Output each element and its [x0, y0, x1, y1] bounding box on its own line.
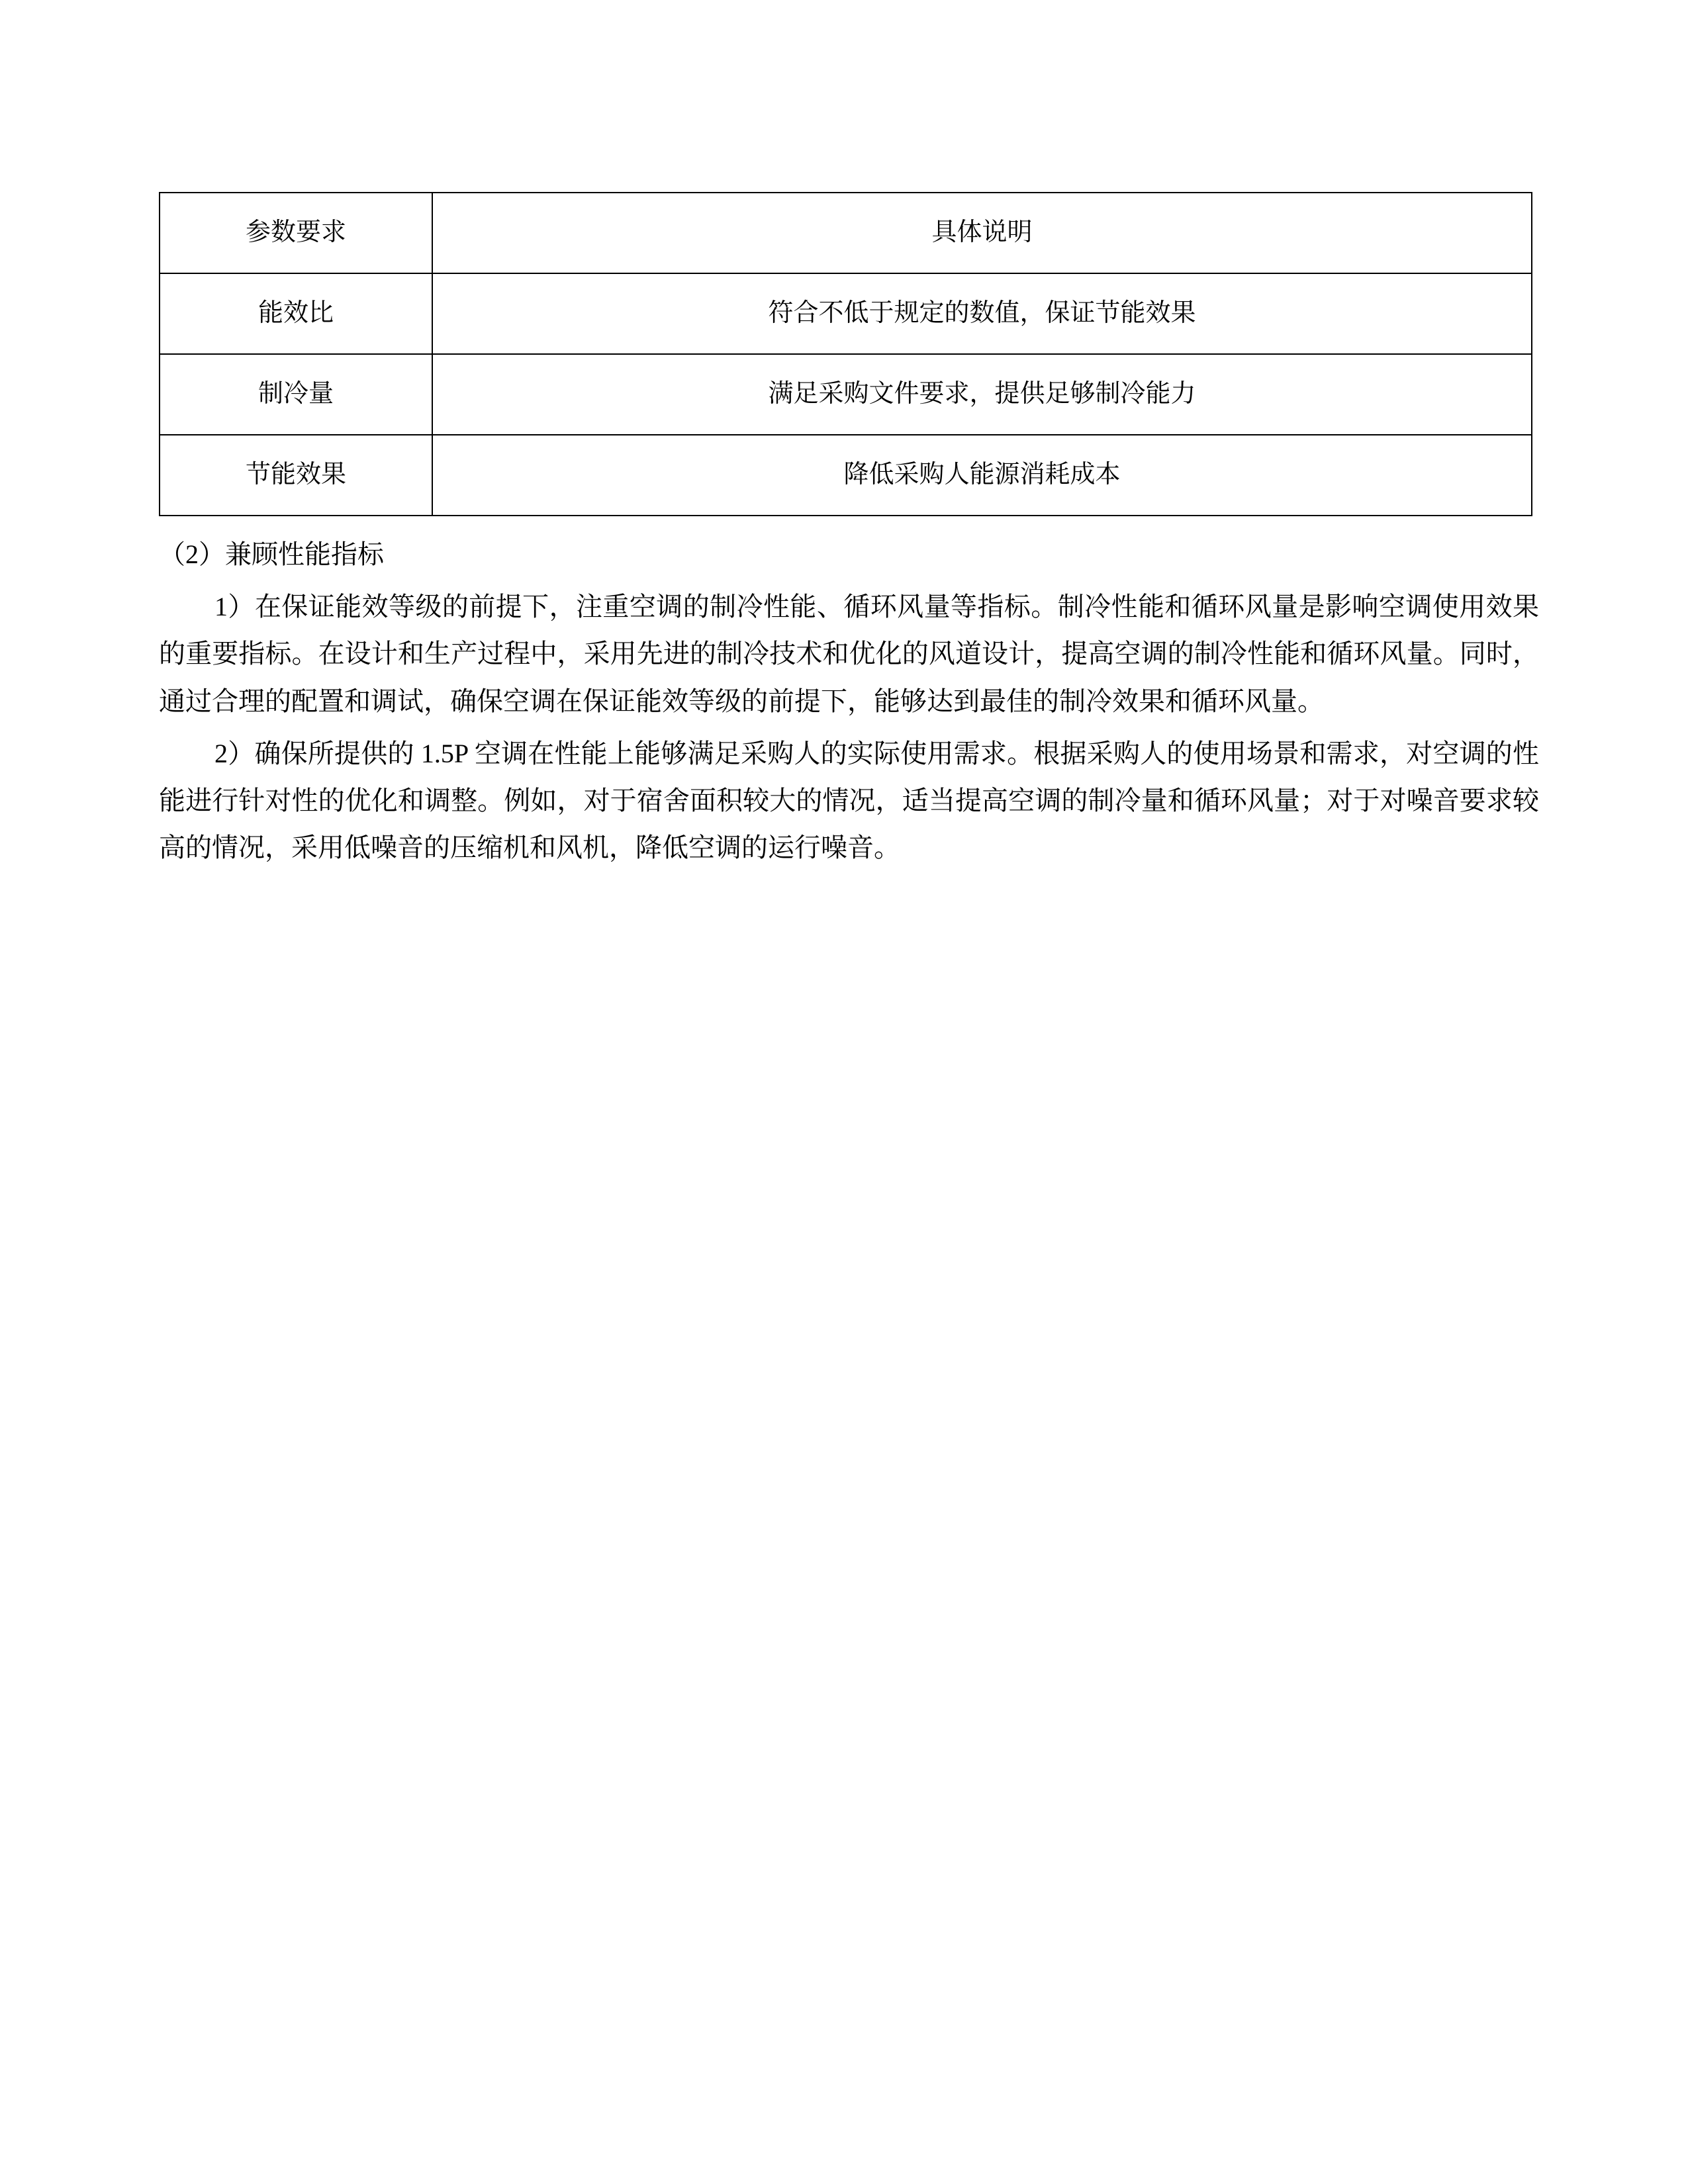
body-paragraph-1: 1）在保证能效等级的前提下，注重空调的制冷性能、循环风量等指标。制冷性能和循环风量是影响空调使用效果的重要指标。在设计和生产过程中，采用先进的制冷技术和优化的风道设计，提高空调的制冷性能和循环风量。同时，通过合理的配置和调试，确保空调在保证能效等级的前提下，能够达到最佳的制冷效果和循环风量。: [159, 592, 1539, 716]
table-header-param: 参数要求: [160, 193, 432, 273]
body-paragraph-2: 2）确保所提供的 1.5P 空调在性能上能够满足采购人的实际使用需求。根据采购人的使用场景和需求，对空调的性能进行针对性的优化和调整。例如，对于宿舍面积较大的情况，适当提高空调的制冷量和循环风量；对于对噪音要求较高的情况，采用低噪音的压缩机和风机，降低空调的运行噪音。: [159, 738, 1539, 863]
section-heading: （2）兼顾性能指标: [159, 539, 384, 569]
table-body: [160, 193, 1532, 516]
table-cell-param: 节能效果: [160, 435, 432, 516]
table-cell-param: 制冷量: [160, 354, 432, 435]
table-cell-desc: 符合不低于规定的数值，保证节能效果: [432, 273, 1532, 354]
table-header-row: [160, 193, 1532, 273]
table-cell-desc: 满足采购文件要求，提供足够制冷能力: [432, 354, 1532, 435]
table-cell-desc: 降低采购人能源消耗成本: [432, 435, 1532, 516]
table-row: [160, 435, 1532, 516]
table-cell-param: 能效比: [160, 273, 432, 354]
table-header-desc: 具体说明: [432, 193, 1532, 273]
spec-table: [159, 192, 1532, 516]
table-row: [160, 273, 1532, 354]
table-row: [160, 354, 1532, 435]
